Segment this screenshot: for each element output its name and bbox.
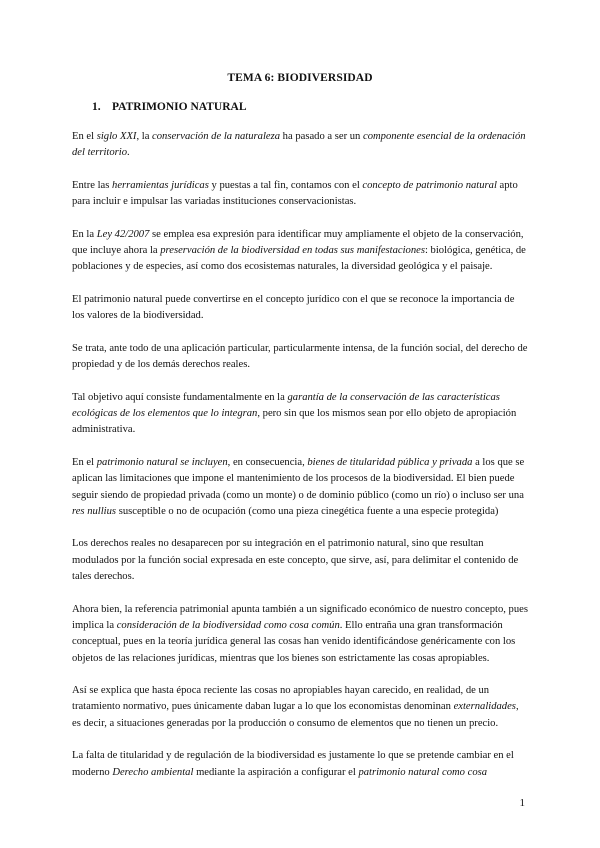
text-run: La falta de titularidad y de regulación de la biodiversidad es justamente lo que se pretende cambiar en el moderno [72, 750, 514, 778]
page-number: 1 [519, 797, 525, 809]
italic-text: concepto de patrimonio natural [362, 179, 497, 191]
text-run: susceptible o no de ocupación (como una pieza cinegética fuente a una especie protegida) [116, 505, 499, 517]
text-run: . Ello entraña una gran transformación conceptual, pues en la teoría jurídica general las cosas han venido identificándose genéricamente con los objetos de las relaciones jurídicas, mientras que los bienes son estrictamente las cosas apropiables. [72, 619, 516, 664]
italic-text: res nullius [72, 505, 117, 517]
body-paragraph [72, 292, 528, 325]
text-run: , en consecuencia, [227, 456, 308, 468]
italic-text: herramientas jurídicas [112, 179, 209, 191]
text-run: , pero sin que los mismos sean por ello objeto de apropiación administrativa. [72, 408, 517, 436]
text-run: Entre las [72, 179, 113, 191]
text-run: En el [72, 456, 97, 468]
body-paragraph [72, 227, 528, 276]
text-run: , es decir, a situaciones generadas por la producción o consumo de elementos que no tienen un precio. [72, 701, 519, 729]
text-run: En el [72, 131, 97, 142]
document-body [72, 129, 528, 797]
text-run: Los derechos reales no desaparecen por su integración en el patrimonio natural, sino que resultan modulados por la función social expresada en este concepto, que sirve, así, para delimitar el contenido de tales derechos. [72, 538, 519, 583]
body-paragraph [72, 455, 528, 520]
text-run: a los que se aplican las limitaciones que impone el mantenimiento de los procesos de la biodiversidad. El bien puede seguir siendo de propiedad privada (como un monte) o de dominio público (como un río) o incluso ser una [72, 456, 525, 501]
italic-text: consideración de la biodiversidad como cosa común [116, 619, 340, 631]
text-run: mediante la aspiración a configurar el [193, 766, 359, 778]
body-paragraph [72, 390, 528, 439]
text-run: Tal objetivo aquí consiste fundamentalmente en la [72, 391, 288, 403]
text-run: Así se explica que hasta época reciente las cosas no apropiables hayan carecido, en realidad, de un tratamiento normativo, pues únicamente daban lugar a lo que los economistas denominan [72, 685, 490, 713]
document-title: TEMA 6: BIODIVERSIDAD [227, 72, 373, 84]
body-paragraph [72, 129, 528, 162]
text-run: , la [136, 131, 153, 142]
text-run: Se trata, ante todo de una aplicación particular, particularmente intensa, de la función social, del derecho de propiedad y de los demás derechos reales. [72, 342, 528, 371]
section-number: 1. [92, 101, 101, 113]
italic-text: patrimonio natural como cosa [358, 766, 488, 778]
text-run: . [127, 147, 130, 159]
text-run: : biológica, genética, de poblaciones y de especies, así como dos ecosistemas naturales, la diversidad geológica y el paisaje. [72, 245, 526, 273]
body-paragraph [72, 602, 528, 667]
text-run: En la [72, 228, 97, 240]
section-label: PATRIMONIO NATURAL [112, 101, 247, 113]
italic-text: preservación de la biodiversidad en todas sus manifestaciones [160, 245, 425, 257]
italic-text: Ley 42/2007 [96, 228, 150, 240]
text-run: ha pasado a ser un [280, 131, 363, 142]
italic-text: bienes de titularidad pública y privada [307, 456, 473, 468]
section-heading [92, 101, 247, 113]
text-run: se emplea esa expresión para identificar muy ampliamente el objeto de la conservación, que incluye ahora la [72, 228, 524, 257]
italic-text: componente esencial de la ordenación del territorio [72, 131, 526, 159]
body-paragraph [72, 748, 528, 781]
italic-text: garantía de la conservación de las características ecológicas de los elementos que lo integran [72, 391, 500, 420]
italic-text: conservación de la naturaleza [152, 131, 281, 142]
italic-text: Derecho ambiental [112, 766, 194, 778]
text-run: apto para incluir e impulsar las variadas instituciones conservacionistas. [72, 179, 518, 208]
italic-text: patrimonio natural se incluyen [96, 456, 228, 468]
body-paragraph [72, 341, 528, 374]
italic-text: siglo XXI [96, 131, 137, 142]
body-paragraph [72, 178, 528, 211]
text-run: Ahora bien, la referencia patrimonial apunta también a un significado económico de nuestro concepto, pues implica la [72, 603, 528, 631]
italic-text: externalidades [453, 701, 516, 713]
body-paragraph [72, 683, 528, 732]
body-paragraph [72, 536, 528, 585]
text-run: y puestas a tal fin, contamos con el [208, 179, 363, 191]
text-run: El patrimonio natural puede convertirse en el concepto jurídico con el que se reconoce la importancia de los valores de la biodiversidad. [72, 293, 515, 322]
